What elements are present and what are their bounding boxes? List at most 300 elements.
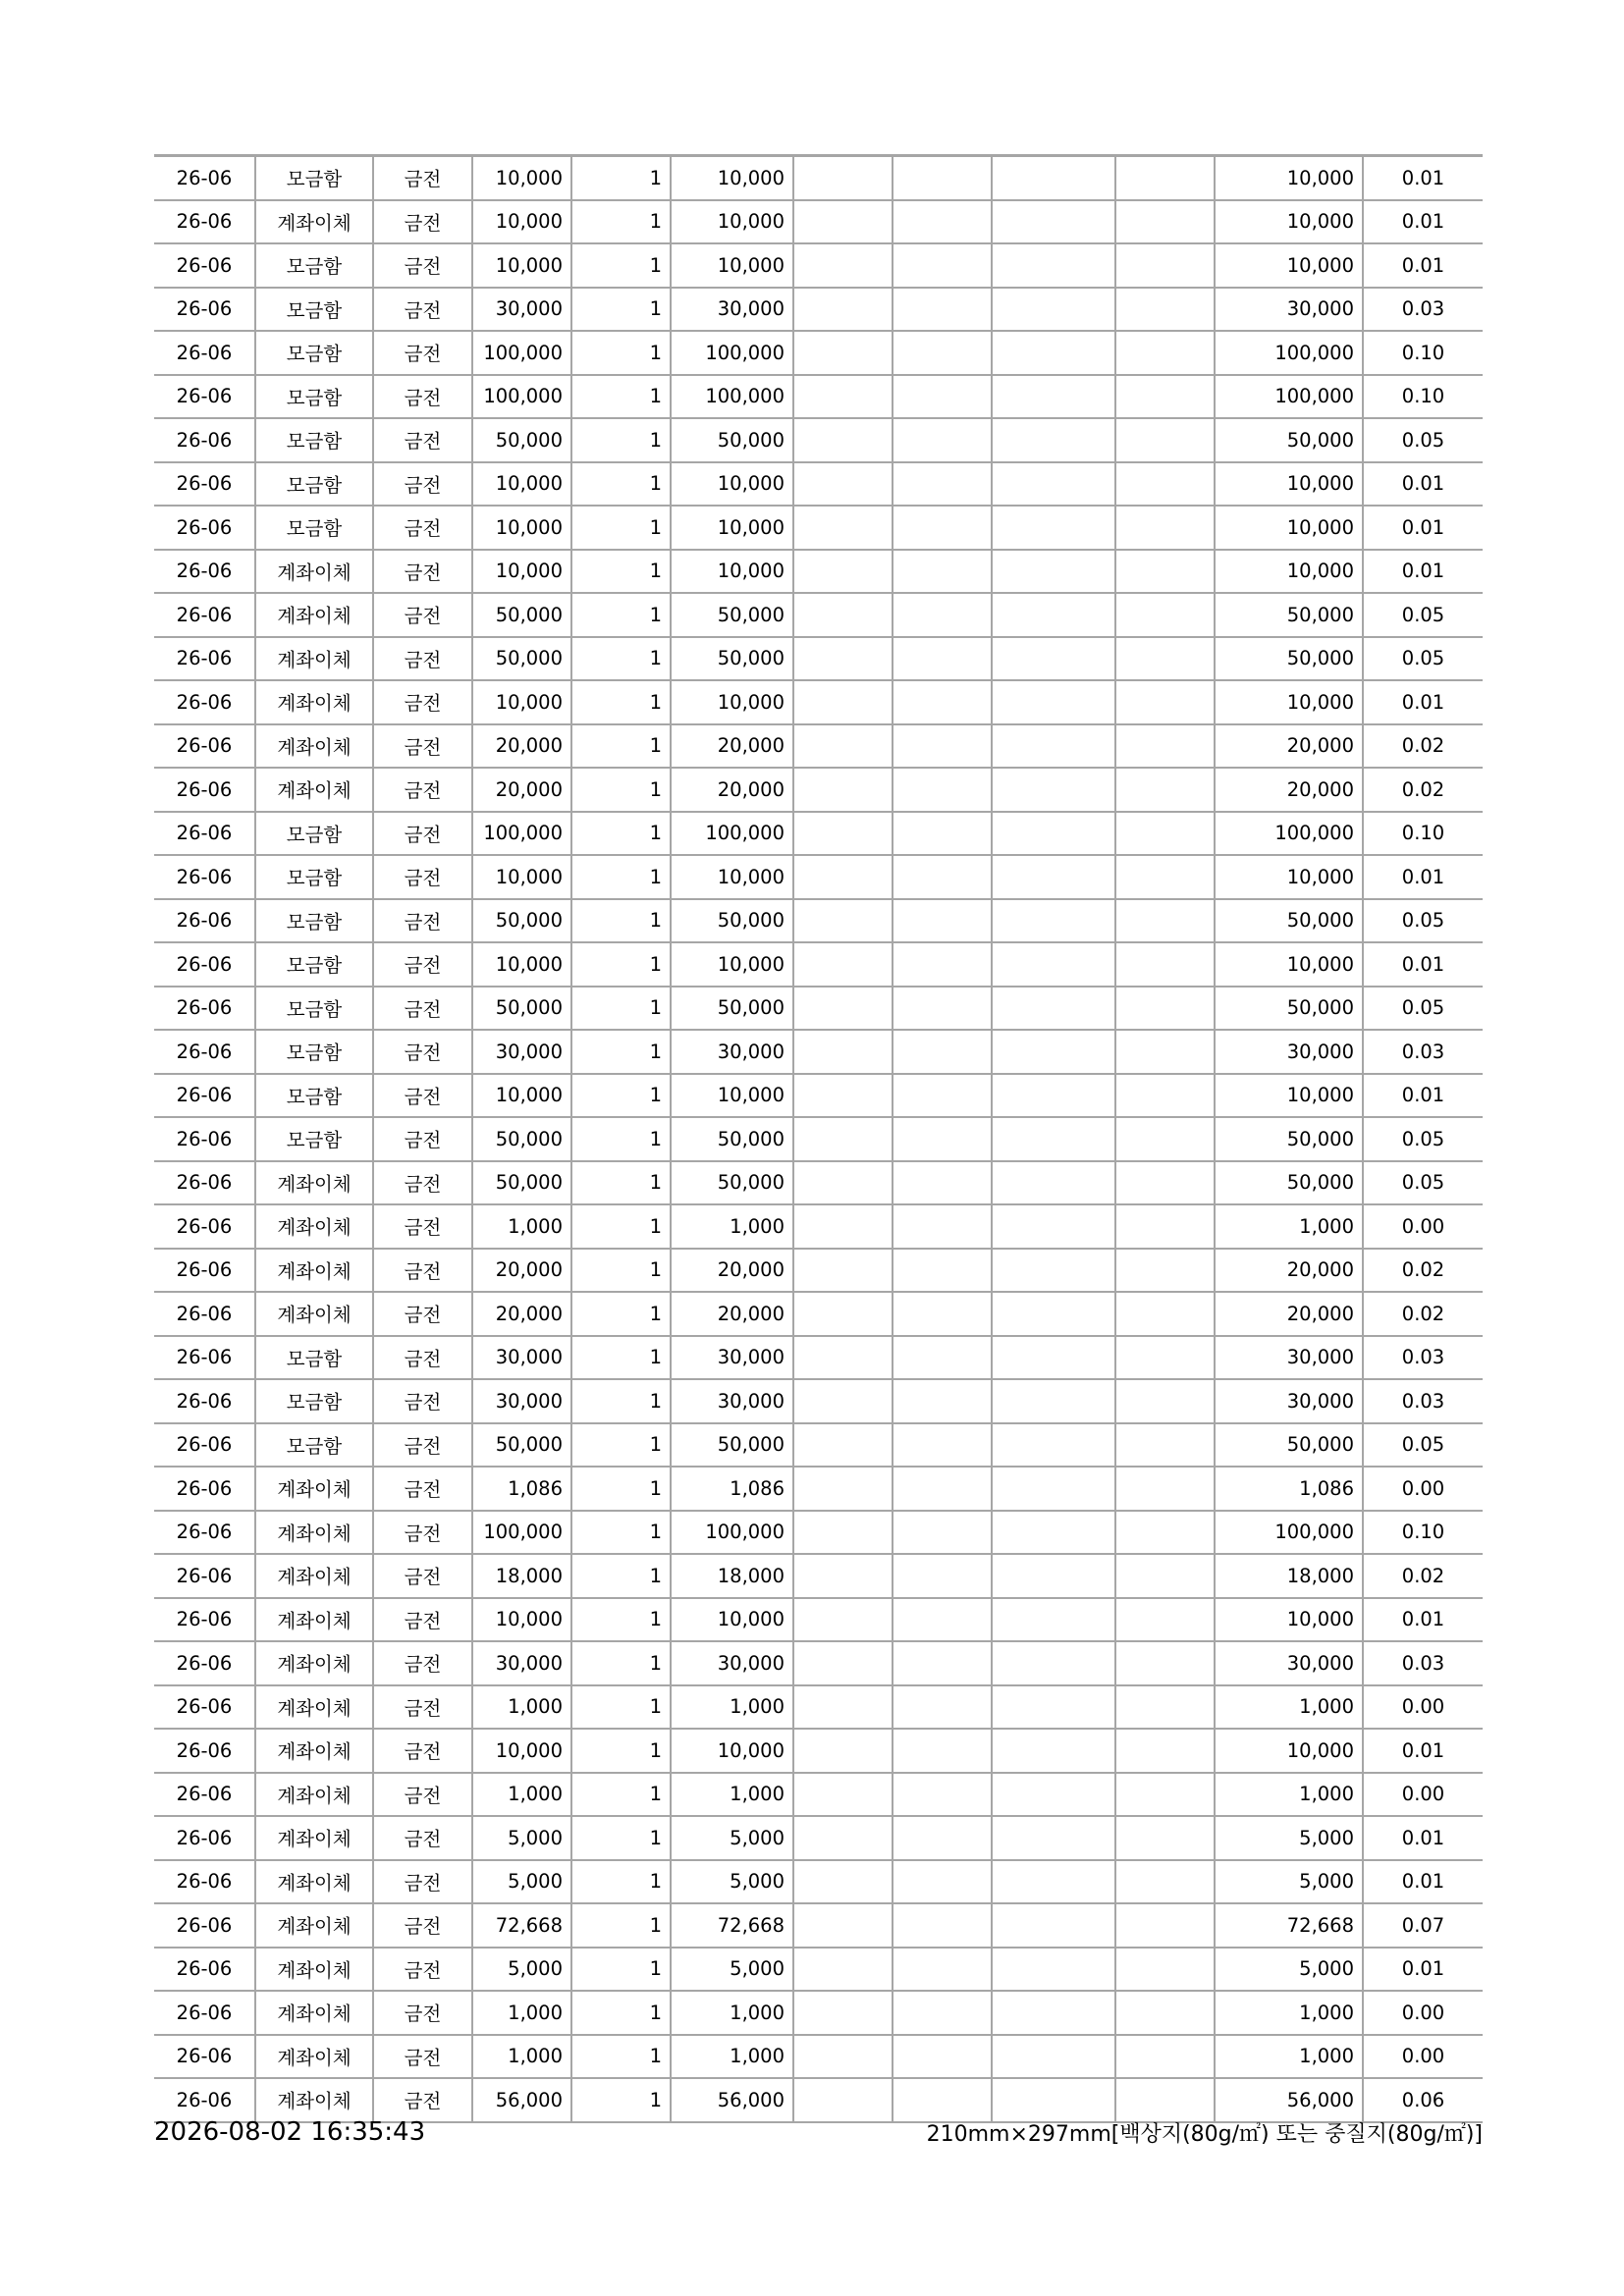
table-row: [154, 550, 1483, 594]
cell-quantity: 1: [571, 1292, 671, 1336]
table-row: [154, 1903, 1483, 1948]
cell-amount: 100,000: [671, 375, 793, 419]
cell-total: 50,000: [1215, 418, 1363, 462]
cell-type: 금전: [373, 1948, 472, 1992]
cell-total: 30,000: [1215, 288, 1363, 332]
cell-ratio: 0.02: [1363, 724, 1483, 769]
cell-method: 계좌이체: [255, 2078, 373, 2122]
cell-amount: 50,000: [671, 418, 793, 462]
cell-method: 계좌이체: [255, 1773, 373, 1817]
cell-blank-4: [1115, 2078, 1215, 2122]
cell-type: 금전: [373, 1554, 472, 1598]
cell-method: 모금함: [255, 506, 373, 550]
cell-blank-1: [793, 2078, 893, 2122]
cell-blank-4: [1115, 1685, 1215, 1730]
cell-unit-amount: 20,000: [472, 1249, 571, 1293]
cell-type: 금전: [373, 1903, 472, 1948]
cell-type: 금전: [373, 331, 472, 375]
cell-ratio: 0.05: [1363, 899, 1483, 943]
cell-blank-3: [992, 637, 1115, 681]
cell-unit-amount: 30,000: [472, 1641, 571, 1685]
cell-type: 금전: [373, 2078, 472, 2122]
cell-quantity: 1: [571, 418, 671, 462]
cell-date: 26-06: [154, 1249, 255, 1293]
cell-total: 1,000: [1215, 1685, 1363, 1730]
cell-blank-1: [793, 1117, 893, 1161]
cell-unit-amount: 10,000: [472, 1598, 571, 1642]
table-row: [154, 288, 1483, 332]
cell-total: 50,000: [1215, 637, 1363, 681]
cell-quantity: 1: [571, 680, 671, 724]
cell-blank-1: [793, 942, 893, 987]
cell-total: 1,086: [1215, 1467, 1363, 1511]
cell-ratio: 0.02: [1363, 1554, 1483, 1598]
table-row: [154, 243, 1483, 288]
cell-blank-2: [893, 1292, 992, 1336]
cell-amount: 10,000: [671, 855, 793, 899]
cell-ratio: 0.03: [1363, 1336, 1483, 1380]
cell-method: 계좌이체: [255, 768, 373, 812]
cell-blank-2: [893, 550, 992, 594]
cell-blank-2: [893, 987, 992, 1031]
cell-quantity: 1: [571, 812, 671, 856]
cell-type: 금전: [373, 243, 472, 288]
cell-blank-3: [992, 1511, 1115, 1555]
cell-blank-3: [992, 1991, 1115, 2035]
cell-blank-3: [992, 1773, 1115, 1817]
cell-method: 모금함: [255, 288, 373, 332]
cell-unit-amount: 10,000: [472, 462, 571, 507]
cell-ratio: 0.10: [1363, 1511, 1483, 1555]
cell-method: 모금함: [255, 987, 373, 1031]
cell-method: 계좌이체: [255, 680, 373, 724]
cell-blank-3: [992, 1423, 1115, 1468]
cell-blank-1: [793, 1030, 893, 1074]
cell-quantity: 1: [571, 593, 671, 637]
cell-ratio: 0.05: [1363, 418, 1483, 462]
cell-total: 5,000: [1215, 1860, 1363, 1904]
cell-total: 50,000: [1215, 1117, 1363, 1161]
cell-amount: 10,000: [671, 1729, 793, 1773]
table-row: [154, 1336, 1483, 1380]
cell-amount: 100,000: [671, 812, 793, 856]
cell-blank-4: [1115, 1379, 1215, 1423]
cell-blank-2: [893, 462, 992, 507]
cell-blank-1: [793, 1423, 893, 1468]
cell-blank-3: [992, 331, 1115, 375]
cell-type: 금전: [373, 550, 472, 594]
cell-type: 금전: [373, 1511, 472, 1555]
cell-quantity: 1: [571, 768, 671, 812]
cell-date: 26-06: [154, 2078, 255, 2122]
cell-amount: 50,000: [671, 593, 793, 637]
cell-type: 금전: [373, 1336, 472, 1380]
table-row: [154, 1249, 1483, 1293]
table-row: [154, 2078, 1483, 2122]
cell-date: 26-06: [154, 724, 255, 769]
cell-blank-4: [1115, 331, 1215, 375]
cell-blank-3: [992, 156, 1115, 200]
cell-amount: 5,000: [671, 1816, 793, 1860]
cell-unit-amount: 1,086: [472, 1467, 571, 1511]
table-row: [154, 1991, 1483, 2035]
cell-quantity: 1: [571, 550, 671, 594]
cell-blank-3: [992, 812, 1115, 856]
cell-blank-3: [992, 680, 1115, 724]
cell-blank-4: [1115, 942, 1215, 987]
cell-amount: 1,086: [671, 1467, 793, 1511]
cell-type: 금전: [373, 1423, 472, 1468]
cell-amount: 10,000: [671, 462, 793, 507]
cell-blank-4: [1115, 550, 1215, 594]
cell-quantity: 1: [571, 1641, 671, 1685]
cell-unit-amount: 1,000: [472, 1773, 571, 1817]
cell-blank-1: [793, 768, 893, 812]
cell-total: 1,000: [1215, 1204, 1363, 1249]
cell-amount: 10,000: [671, 243, 793, 288]
cell-total: 10,000: [1215, 1729, 1363, 1773]
cell-method: 계좌이체: [255, 2035, 373, 2079]
cell-method: 모금함: [255, 1117, 373, 1161]
cell-quantity: 1: [571, 1161, 671, 1205]
cell-blank-2: [893, 899, 992, 943]
cell-type: 금전: [373, 724, 472, 769]
cell-blank-3: [992, 2078, 1115, 2122]
cell-type: 금전: [373, 506, 472, 550]
cell-unit-amount: 50,000: [472, 987, 571, 1031]
cell-blank-4: [1115, 812, 1215, 856]
table-row: [154, 2035, 1483, 2079]
cell-blank-1: [793, 724, 893, 769]
cell-total: 1,000: [1215, 1991, 1363, 2035]
cell-amount: 30,000: [671, 288, 793, 332]
cell-type: 금전: [373, 899, 472, 943]
cell-type: 금전: [373, 462, 472, 507]
cell-unit-amount: 30,000: [472, 1336, 571, 1380]
cell-blank-2: [893, 768, 992, 812]
cell-ratio: 0.10: [1363, 812, 1483, 856]
cell-blank-2: [893, 1903, 992, 1948]
cell-unit-amount: 20,000: [472, 724, 571, 769]
cell-type: 금전: [373, 1467, 472, 1511]
cell-method: 모금함: [255, 418, 373, 462]
cell-unit-amount: 100,000: [472, 812, 571, 856]
cell-blank-4: [1115, 637, 1215, 681]
cell-blank-3: [992, 1554, 1115, 1598]
cell-type: 금전: [373, 375, 472, 419]
cell-blank-4: [1115, 768, 1215, 812]
cell-date: 26-06: [154, 768, 255, 812]
cell-quantity: 1: [571, 899, 671, 943]
table-row: [154, 1292, 1483, 1336]
cell-ratio: 0.00: [1363, 1991, 1483, 2035]
cell-total: 50,000: [1215, 899, 1363, 943]
table-row: [154, 1598, 1483, 1642]
cell-blank-3: [992, 1903, 1115, 1948]
cell-ratio: 0.01: [1363, 942, 1483, 987]
cell-quantity: 1: [571, 1379, 671, 1423]
cell-ratio: 0.05: [1363, 593, 1483, 637]
cell-amount: 10,000: [671, 1598, 793, 1642]
cell-unit-amount: 50,000: [472, 418, 571, 462]
cell-ratio: 0.01: [1363, 1729, 1483, 1773]
cell-total: 10,000: [1215, 680, 1363, 724]
cell-blank-3: [992, 1379, 1115, 1423]
cell-amount: 50,000: [671, 987, 793, 1031]
cell-ratio: 0.01: [1363, 1816, 1483, 1860]
cell-date: 26-06: [154, 550, 255, 594]
cell-date: 26-06: [154, 375, 255, 419]
table-row: [154, 375, 1483, 419]
cell-blank-3: [992, 899, 1115, 943]
cell-ratio: 0.01: [1363, 1948, 1483, 1992]
cell-date: 26-06: [154, 1379, 255, 1423]
cell-quantity: 1: [571, 1030, 671, 1074]
table-row: [154, 1117, 1483, 1161]
cell-blank-2: [893, 1336, 992, 1380]
cell-ratio: 0.03: [1363, 1030, 1483, 1074]
cell-amount: 5,000: [671, 1860, 793, 1904]
cell-total: 30,000: [1215, 1379, 1363, 1423]
cell-blank-2: [893, 855, 992, 899]
cell-amount: 20,000: [671, 768, 793, 812]
cell-blank-4: [1115, 987, 1215, 1031]
cell-quantity: 1: [571, 506, 671, 550]
cell-date: 26-06: [154, 1336, 255, 1380]
cell-quantity: 1: [571, 331, 671, 375]
cell-blank-1: [793, 1379, 893, 1423]
cell-blank-4: [1115, 1948, 1215, 1992]
cell-date: 26-06: [154, 462, 255, 507]
cell-method: 모금함: [255, 1336, 373, 1380]
cell-ratio: 0.05: [1363, 1423, 1483, 1468]
cell-quantity: 1: [571, 987, 671, 1031]
cell-date: 26-06: [154, 331, 255, 375]
cell-blank-1: [793, 899, 893, 943]
cell-type: 금전: [373, 942, 472, 987]
cell-amount: 72,668: [671, 1903, 793, 1948]
cell-blank-2: [893, 812, 992, 856]
cell-blank-1: [793, 1336, 893, 1380]
table-row: [154, 593, 1483, 637]
cell-ratio: 0.01: [1363, 200, 1483, 244]
cell-total: 10,000: [1215, 506, 1363, 550]
cell-blank-1: [793, 1249, 893, 1293]
cell-blank-1: [793, 550, 893, 594]
cell-blank-4: [1115, 462, 1215, 507]
cell-quantity: 1: [571, 1117, 671, 1161]
cell-amount: 30,000: [671, 1336, 793, 1380]
cell-date: 26-06: [154, 1860, 255, 1904]
cell-total: 100,000: [1215, 1511, 1363, 1555]
cell-total: 10,000: [1215, 550, 1363, 594]
cell-total: 1,000: [1215, 1773, 1363, 1817]
cell-blank-4: [1115, 1598, 1215, 1642]
table-row: [154, 200, 1483, 244]
cell-quantity: 1: [571, 855, 671, 899]
cell-amount: 10,000: [671, 550, 793, 594]
cell-blank-2: [893, 637, 992, 681]
cell-total: 20,000: [1215, 1292, 1363, 1336]
cell-method: 계좌이체: [255, 1598, 373, 1642]
cell-method: 계좌이체: [255, 1903, 373, 1948]
cell-date: 26-06: [154, 899, 255, 943]
cell-unit-amount: 50,000: [472, 1117, 571, 1161]
table-row: [154, 768, 1483, 812]
table-row: [154, 812, 1483, 856]
cell-type: 금전: [373, 1773, 472, 1817]
cell-unit-amount: 5,000: [472, 1948, 571, 1992]
cell-total: 10,000: [1215, 243, 1363, 288]
cell-type: 금전: [373, 1161, 472, 1205]
cell-ratio: 0.10: [1363, 375, 1483, 419]
cell-quantity: 1: [571, 375, 671, 419]
cell-blank-2: [893, 1816, 992, 1860]
cell-date: 26-06: [154, 1685, 255, 1730]
cell-blank-3: [992, 1117, 1115, 1161]
paper-spec: 210mm×297mm[백상지(80g/㎡) 또는 중질지(80g/㎡)]: [926, 2122, 1483, 2147]
cell-type: 금전: [373, 1117, 472, 1161]
cell-date: 26-06: [154, 1554, 255, 1598]
cell-unit-amount: 10,000: [472, 200, 571, 244]
cell-quantity: 1: [571, 1685, 671, 1730]
cell-ratio: 0.01: [1363, 1598, 1483, 1642]
cell-unit-amount: 10,000: [472, 942, 571, 987]
cell-unit-amount: 50,000: [472, 899, 571, 943]
cell-blank-4: [1115, 1117, 1215, 1161]
cell-amount: 20,000: [671, 1249, 793, 1293]
cell-blank-2: [893, 724, 992, 769]
cell-quantity: 1: [571, 288, 671, 332]
cell-date: 26-06: [154, 987, 255, 1031]
cell-amount: 1,000: [671, 1773, 793, 1817]
cell-quantity: 1: [571, 1816, 671, 1860]
cell-blank-2: [893, 2035, 992, 2079]
cell-ratio: 0.05: [1363, 1161, 1483, 1205]
cell-ratio: 0.05: [1363, 637, 1483, 681]
cell-unit-amount: 18,000: [472, 1554, 571, 1598]
cell-date: 26-06: [154, 1161, 255, 1205]
cell-amount: 30,000: [671, 1030, 793, 1074]
cell-blank-2: [893, 1511, 992, 1555]
cell-amount: 1,000: [671, 1685, 793, 1730]
cell-blank-1: [793, 243, 893, 288]
cell-quantity: 1: [571, 200, 671, 244]
cell-method: 모금함: [255, 1379, 373, 1423]
cell-blank-1: [793, 1860, 893, 1904]
cell-total: 20,000: [1215, 724, 1363, 769]
cell-method: 모금함: [255, 942, 373, 987]
cell-blank-1: [793, 1641, 893, 1685]
cell-date: 26-06: [154, 156, 255, 200]
table-row: [154, 1204, 1483, 1249]
cell-blank-2: [893, 1161, 992, 1205]
table-row: [154, 462, 1483, 507]
cell-total: 10,000: [1215, 462, 1363, 507]
cell-method: 모금함: [255, 1030, 373, 1074]
cell-blank-4: [1115, 1903, 1215, 1948]
table-row: [154, 1860, 1483, 1904]
cell-total: 72,668: [1215, 1903, 1363, 1948]
cell-blank-1: [793, 812, 893, 856]
cell-unit-amount: 1,000: [472, 2035, 571, 2079]
cell-blank-2: [893, 1554, 992, 1598]
cell-blank-1: [793, 331, 893, 375]
cell-unit-amount: 50,000: [472, 593, 571, 637]
cell-type: 금전: [373, 680, 472, 724]
cell-ratio: 0.00: [1363, 1685, 1483, 1730]
cell-amount: 1,000: [671, 2035, 793, 2079]
cell-unit-amount: 20,000: [472, 1292, 571, 1336]
cell-blank-4: [1115, 288, 1215, 332]
cell-type: 금전: [373, 1991, 472, 2035]
cell-date: 26-06: [154, 1423, 255, 1468]
cell-quantity: 1: [571, 1554, 671, 1598]
cell-quantity: 1: [571, 2035, 671, 2079]
cell-blank-4: [1115, 418, 1215, 462]
cell-blank-3: [992, 1161, 1115, 1205]
cell-amount: 10,000: [671, 200, 793, 244]
cell-blank-3: [992, 942, 1115, 987]
cell-method: 계좌이체: [255, 593, 373, 637]
cell-amount: 50,000: [671, 899, 793, 943]
cell-ratio: 0.02: [1363, 1292, 1483, 1336]
cell-type: 금전: [373, 855, 472, 899]
cell-quantity: 1: [571, 1336, 671, 1380]
cell-amount: 20,000: [671, 1292, 793, 1336]
cell-blank-3: [992, 1467, 1115, 1511]
ledger-body: [154, 156, 1483, 2122]
cell-date: 26-06: [154, 1773, 255, 1817]
cell-blank-4: [1115, 593, 1215, 637]
cell-amount: 5,000: [671, 1948, 793, 1992]
cell-method: 계좌이체: [255, 637, 373, 681]
cell-blank-4: [1115, 1991, 1215, 2035]
table-row: [154, 1773, 1483, 1817]
cell-quantity: 1: [571, 724, 671, 769]
cell-quantity: 1: [571, 1773, 671, 1817]
cell-blank-2: [893, 506, 992, 550]
cell-ratio: 0.01: [1363, 506, 1483, 550]
cell-method: 계좌이체: [255, 1641, 373, 1685]
cell-method: 계좌이체: [255, 1948, 373, 1992]
table-row: [154, 1467, 1483, 1511]
cell-total: 50,000: [1215, 987, 1363, 1031]
cell-amount: 50,000: [671, 637, 793, 681]
cell-ratio: 0.01: [1363, 680, 1483, 724]
cell-blank-4: [1115, 1773, 1215, 1817]
cell-total: 10,000: [1215, 942, 1363, 987]
cell-blank-4: [1115, 1641, 1215, 1685]
cell-unit-amount: 30,000: [472, 1379, 571, 1423]
cell-unit-amount: 10,000: [472, 1074, 571, 1118]
cell-date: 26-06: [154, 812, 255, 856]
cell-total: 100,000: [1215, 375, 1363, 419]
cell-amount: 10,000: [671, 1074, 793, 1118]
table-row: [154, 987, 1483, 1031]
cell-blank-3: [992, 2035, 1115, 2079]
cell-unit-amount: 30,000: [472, 1030, 571, 1074]
cell-blank-4: [1115, 1467, 1215, 1511]
cell-blank-3: [992, 1641, 1115, 1685]
cell-blank-4: [1115, 855, 1215, 899]
cell-method: 모금함: [255, 812, 373, 856]
cell-date: 26-06: [154, 243, 255, 288]
cell-blank-2: [893, 1773, 992, 1817]
cell-total: 30,000: [1215, 1030, 1363, 1074]
cell-method: 계좌이체: [255, 1249, 373, 1293]
cell-amount: 50,000: [671, 1161, 793, 1205]
